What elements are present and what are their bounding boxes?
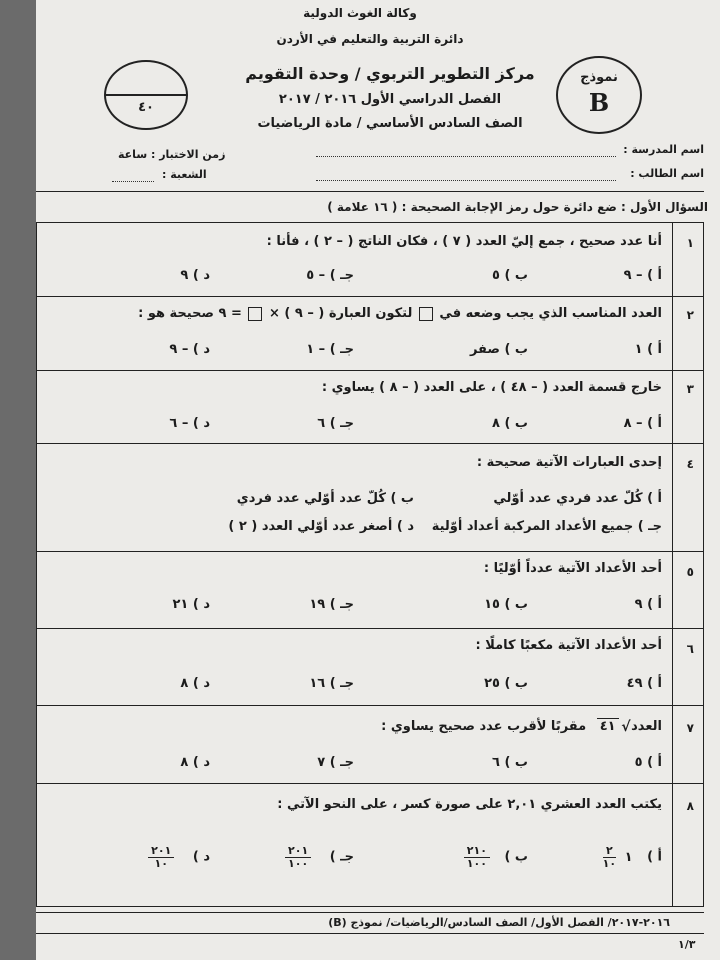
footer-text: ٢٠١٦-٢٠١٧/ الفصل الأول/ الصف السادس/الرياضيات/ نموذج (B) (328, 916, 670, 929)
footer-top-border (36, 912, 704, 913)
option-label: جـ ) (329, 849, 354, 865)
question-text-before: العدد (631, 719, 662, 734)
whole-number: ١ (624, 849, 633, 865)
option-c[interactable]: جـ ) ٧ (317, 755, 354, 770)
question-8 (36, 783, 704, 906)
question-3 (36, 370, 704, 443)
option-b[interactable]: ب ) كُلّ عدد أوّلي عدد فردي (236, 491, 414, 506)
question-text: خارج قسمة العدد ( – ٤٨ ) ، على العدد ( – ٨ ) يساوي : (321, 380, 662, 395)
square-root-expression (595, 719, 631, 735)
score-total: ٤٠ (138, 100, 154, 115)
option-a[interactable]: أ ) ٥ (634, 755, 662, 770)
option-d[interactable]: د ) – ٦ (169, 416, 210, 431)
option-c[interactable] (285, 845, 354, 869)
fraction (464, 845, 490, 869)
option-a[interactable]: أ ) ١ (634, 342, 662, 357)
fraction (285, 845, 311, 869)
footer-bottom-border (36, 933, 704, 934)
option-label: أ ) (647, 849, 662, 865)
student-name-field[interactable] (316, 180, 616, 181)
option-d[interactable]: د ) ٨ (180, 676, 210, 691)
radical-sign-icon: √ (621, 719, 631, 735)
question-number: ١ (686, 236, 694, 250)
option-b[interactable]: ب ) ١٥ (484, 597, 528, 612)
option-d[interactable]: د ) ٩ (180, 268, 210, 283)
question-number: ٤ (686, 457, 694, 471)
question-7 (36, 705, 704, 783)
model-circle (556, 56, 642, 134)
model-letter: B (588, 88, 610, 117)
header-divider (36, 191, 704, 192)
numerator: ٢٠١ (285, 845, 311, 858)
question-number: ٦ (686, 642, 694, 656)
denominator: ١٠٠ (466, 856, 487, 870)
option-label: ب ) (504, 849, 528, 865)
option-b[interactable]: ب ) ٦ (492, 755, 528, 770)
option-c[interactable]: جـ ) ١٦ (309, 676, 354, 691)
school-name-label: اسم المدرسة : (623, 143, 704, 156)
question-text (138, 306, 662, 321)
question-text-eq: = (231, 306, 242, 321)
exam-time-label: زمن الاختبار : ساعة (118, 148, 226, 161)
numerator: ٢٠١ (148, 845, 174, 858)
question-text: إحدى العبارات الآتية صحيحة : (476, 455, 662, 470)
semester-line: الفصل الدراسي الأول ٢٠١٦ / ٢٠١٧ (278, 92, 502, 107)
question-text (381, 719, 662, 734)
option-d[interactable]: د ) – ٩ (169, 342, 210, 357)
question-2 (36, 296, 704, 370)
option-b[interactable]: ب ) ٨ (492, 416, 528, 431)
question-text-before: العدد المناسب الذي يجب وضعه في (439, 306, 662, 321)
option-d[interactable]: د ) ٨ (180, 755, 210, 770)
numerator: ٢ (603, 845, 616, 858)
question-text-after: مقربًا لأقرب عدد صحيح يساوي : (381, 719, 587, 734)
question-number: ٣ (686, 382, 694, 396)
model-label: نموذج (580, 70, 618, 85)
question-4 (36, 443, 704, 551)
student-name-label: اسم الطالب : (630, 167, 704, 180)
center-name: مركز التطوير التربوي / وحدة التقويم (245, 64, 535, 83)
fraction (148, 845, 174, 869)
option-b[interactable]: ب ) صفر (469, 342, 528, 357)
denominator: ١٠ (602, 856, 617, 870)
question-5 (36, 551, 704, 628)
option-a[interactable]: أ ) – ٨ (623, 416, 662, 431)
score-circle (104, 60, 188, 130)
option-a[interactable] (603, 845, 662, 869)
section-label: الشعبة : (162, 168, 207, 181)
numerator: ٢١٠ (464, 845, 490, 858)
section-field[interactable] (112, 181, 154, 182)
school-name-field[interactable] (316, 156, 616, 157)
question-6 (36, 628, 704, 705)
denominator: ١٠ (154, 856, 168, 870)
option-d[interactable]: د ) ٢١ (172, 597, 210, 612)
option-c[interactable]: جـ ) ١٩ (309, 597, 354, 612)
option-b[interactable] (464, 845, 528, 869)
option-b[interactable]: ب ) ٢٥ (484, 676, 528, 691)
option-c[interactable]: جـ ) – ٥ (306, 268, 354, 283)
option-c[interactable]: جـ ) جميع الأعداد المركبة أعداد أوّلية (431, 519, 662, 534)
option-c[interactable]: جـ ) ٦ (317, 416, 354, 431)
question-number: ٧ (686, 721, 694, 735)
option-a[interactable]: أ ) كُلّ عدد فردي عدد أوّلي (493, 491, 662, 506)
question-text: أنا عدد صحيح ، جمع إليّ العدد ( ٧ ) ، فكان الناتج ( – ٢ ) ، فأنا : (266, 234, 662, 249)
fraction (603, 845, 616, 869)
denominator: ١٠٠ (288, 856, 309, 870)
option-a[interactable]: أ ) ٩ (634, 597, 662, 612)
question-text: أحد الأعداد الآتية عدداً أوّليًا : (483, 561, 662, 576)
question-text-mid: لتكون العبارة ( – ٩ ) × (268, 306, 413, 321)
blank-box (248, 307, 262, 321)
table-bottom-border (36, 906, 704, 907)
option-label: د ) (192, 849, 210, 865)
section-one-title: السؤال الأول : ضع دائرة حول رمز الإجابة الصحيحة : ( ١٦ علامة ) (327, 200, 708, 214)
blank-box (419, 307, 433, 321)
agency-name: وكالة الغوث الدولية (303, 6, 417, 20)
option-a[interactable]: أ ) ٤٩ (626, 676, 662, 691)
option-a[interactable]: أ ) – ٩ (623, 268, 662, 283)
option-d[interactable]: د ) أصغر عدد أوّلي العدد ( ٢ ) (228, 519, 414, 534)
question-number: ٨ (686, 799, 694, 813)
question-text: أحد الأعداد الآتية مكعبًا كاملًا : (475, 638, 662, 653)
radicand: ٤١ (597, 718, 619, 734)
question-1 (36, 222, 704, 296)
grade-subject-line: الصف السادس الأساسي / مادة الرياضيات (257, 116, 523, 131)
question-number: ٢ (686, 308, 694, 322)
question-text: يكتب العدد العشري ٢,٠١ على صورة كسر ، على النحو الآتي : (277, 797, 662, 812)
score-divider (106, 94, 186, 96)
question-text-after: ٩ صحيحة هو : (138, 306, 227, 321)
question-number: ٥ (686, 565, 694, 579)
option-c[interactable]: جـ ) – ١ (306, 342, 354, 357)
page-number: ١/٣ (678, 938, 696, 951)
option-b[interactable]: ب ) ٥ (492, 268, 528, 283)
department-name: دائرة التربية والتعليم في الأردن (276, 32, 464, 46)
option-d[interactable] (148, 845, 210, 869)
